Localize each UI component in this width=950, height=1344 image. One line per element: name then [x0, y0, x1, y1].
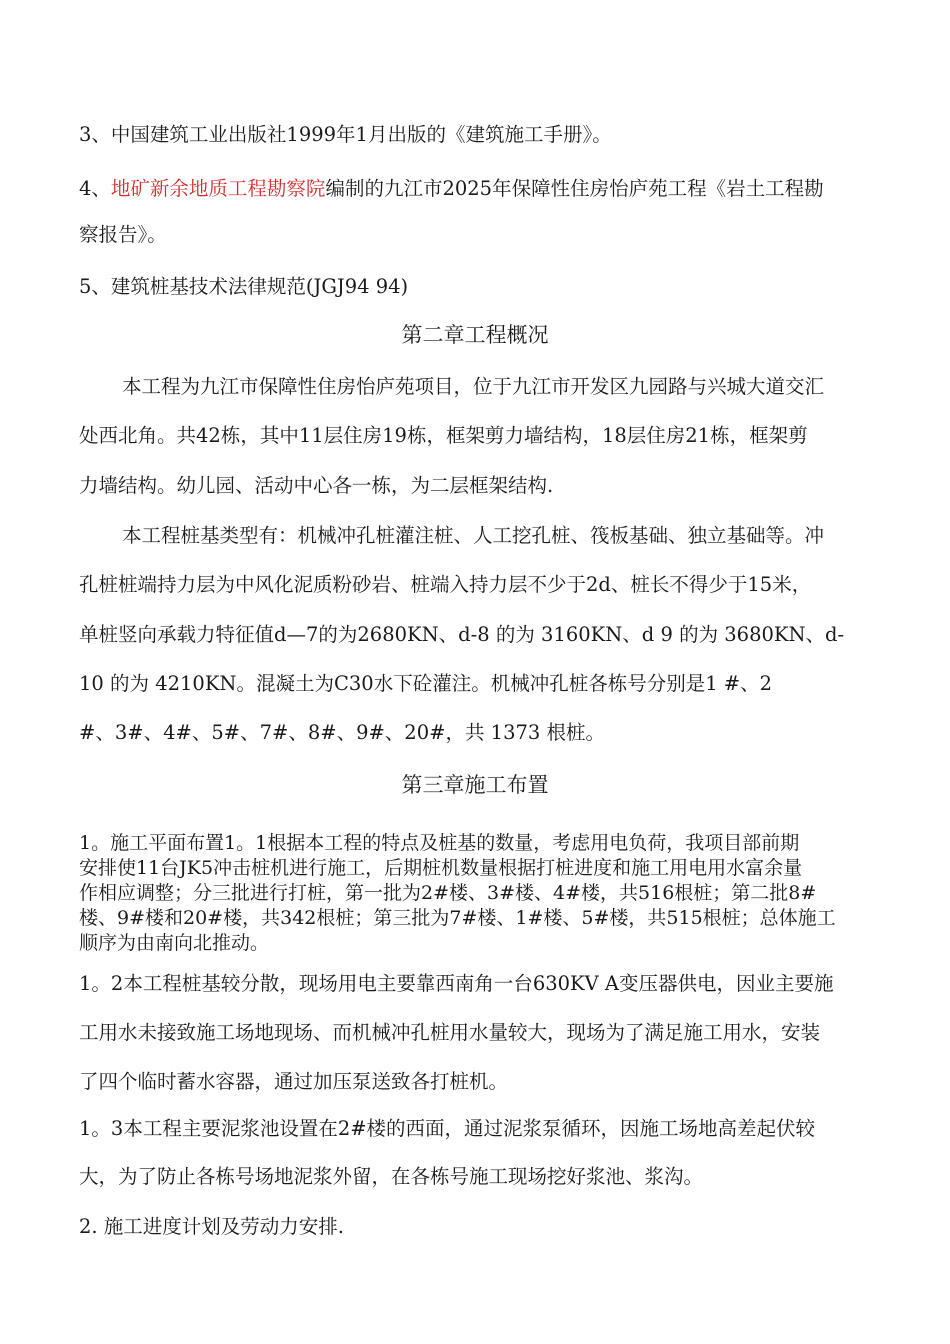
section-1-1-line: 安排使11台JK5冲击桩机进行施工，后期桩机数量根据打桩进度和施工用电用水富余量 — [79, 857, 803, 879]
section-1-1-line: 顺序为由南向北推动。 — [79, 932, 270, 954]
section-1-3-line: 1。3本工程主要泥浆池设置在2#楼的西面，通过泥浆泵循环，因施工场地高差起伏较 — [79, 1117, 816, 1140]
section-2-title: 2. 施工进度计划及劳动力安排. — [79, 1215, 345, 1238]
chapter-2-p1-line: 力墙结构。幼儿园、活动中心各一栋，为二层框架结构. — [79, 474, 554, 497]
reference-5: 5、建筑桩基技术法律规范(JGJ94 94) — [79, 275, 409, 298]
section-1-2-line: 1。2本工程桩基较分散，现场用电主要靠西南角一台630KV A变压器供电，因业主要施 — [79, 972, 834, 995]
chapter-2-p2-line: 本工程桩基类型有：机械冲孔桩灌注桩、人工挖孔桩、筏板基础、独立基础等。冲 — [122, 524, 825, 547]
reference-4-number: 4、 — [79, 177, 111, 200]
chapter-2-title: 第二章工程概况 — [401, 323, 549, 347]
chapter-2-p2-line: 10 的为 4210KN。混凝土为C30水下砼灌注。机械冲孔桩各栋号分别是1 #、2 — [79, 672, 773, 695]
survey-institute-name: 地矿新余地质工程勘察院 — [110, 177, 326, 200]
section-1-2-line: 了四个临时蓄水容器，通过加压泵送致各打桩机。 — [79, 1070, 509, 1093]
chapter-2-p1-line: 本工程为九江市保障性住房怡庐苑项目，位于九江市开发区九园路与兴城大道交汇 — [122, 375, 825, 398]
chapter-3-title: 第三章施工布置 — [401, 773, 549, 797]
section-1-1-line: 1。施工平面布置1。1根据本工程的特点及桩基的数量，考虑用电负荷，我项目部前期 — [79, 832, 800, 854]
reference-4-text: 编制的九江市2025年保障性住房怡庐苑工程《岩土工程勘 — [325, 177, 824, 200]
section-1-3-line: 大，为了防止各栋号场地泥浆外留，在各栋号施工现场挖好浆池、浆沟。 — [79, 1165, 704, 1188]
chapter-2-p2-line: #、3#、4#、5#、7#、8#、9#、20#，共 1373 根桩。 — [79, 721, 605, 744]
section-1-2-line: 工用水未接致施工场地现场、而机械冲孔桩用水量较大，现场为了满足施工用水，安装 — [79, 1021, 821, 1044]
chapter-2-p2-line: 单桩竖向承载力特征值d—7的为2680KN、d-8 的为 3160KN、d 9 的为 3680KN、d- — [79, 623, 845, 646]
reference-3: 3、中国建筑工业出版社1999年1月出版的《建筑施工手册》。 — [79, 123, 612, 146]
reference-4-continued: 察报告》。 — [79, 223, 167, 246]
section-1-1-line: 作相应调整；分三批进行打桩，第一批为2#楼、3#楼、4#楼，共516根桩；第二批8# — [79, 882, 817, 904]
chapter-2-p2-line: 孔桩桩端持力层为中风化泥质粉砂岩、桩端入持力层不少于2d、桩长不得少于15米， — [79, 573, 812, 596]
reference-4 — [79, 176, 824, 202]
section-1-1-line: 楼、9#楼和20#楼，共342根桩；第三批为7#楼、1#楼、5#楼，共515根桩；总体施工 — [79, 907, 836, 929]
chapter-2-p1-line: 处西北角。共42栋，其中11层住房19栋，框架剪力墙结构，18层住房21栋，框架剪 — [79, 424, 808, 447]
